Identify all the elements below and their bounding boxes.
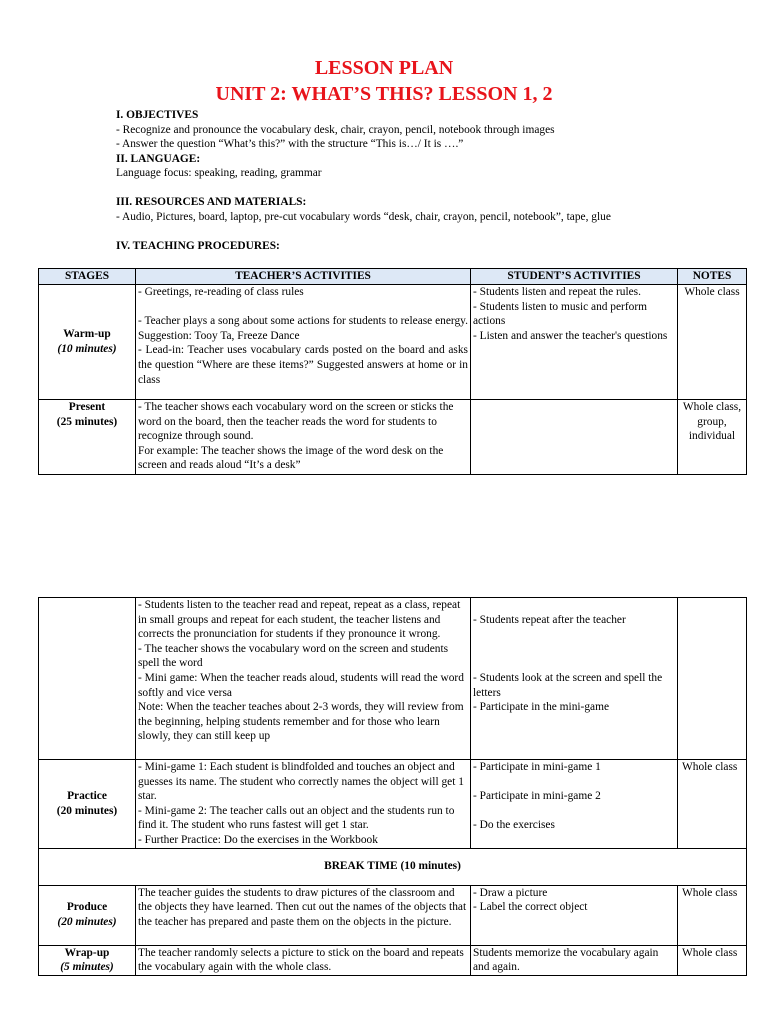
teacher-activity: For example: The teacher shows the image of the word desk on the screen and reads aloud “It’s a desk” <box>138 444 444 472</box>
notes-cell <box>678 598 747 760</box>
student-activity: - Listen and answer the teacher's questions <box>473 329 668 342</box>
teacher-cell <box>136 285 471 400</box>
stage-cell <box>39 945 136 975</box>
procedures-table-part1 <box>38 268 747 475</box>
table-row-present-continued <box>39 598 747 760</box>
stage-duration: (20 minutes) <box>57 916 117 929</box>
student-cell <box>471 598 678 760</box>
student-cell <box>471 760 678 849</box>
teacher-cell <box>136 598 471 760</box>
teacher-activity: - Greetings, re-reading of class rules <box>138 286 304 298</box>
student-activity: - Students look at the screen and spell the letters <box>473 671 663 699</box>
procedures-heading: IV. TEACHING PROCEDURES: <box>116 240 280 252</box>
unit-title: UNIT 2: WHAT’S THIS? LESSON 1, 2 <box>215 83 553 105</box>
student-activity: - Students listen to music and perform actions <box>473 300 647 328</box>
stage-cell <box>39 598 136 760</box>
teacher-activity: - Lead-in: Teacher uses vocabulary cards posted on the board and asks the question “Where are these items?” Suggested answers at home or in class <box>138 344 468 386</box>
teacher-cell <box>136 885 471 945</box>
objective-item: - Answer the question “What’s this?” with the structure “This is…/ It is ….” <box>116 138 464 150</box>
notes-cell: Whole class <box>678 760 747 849</box>
student-activity: - Participate in the mini-game <box>473 701 610 714</box>
student-activity: - Do the exercises <box>473 819 555 832</box>
student-cell <box>471 885 678 945</box>
teacher-activity: - The teacher shows each vocabulary word on the screen or sticks the word on the board, then the teacher reads the word for students to recognize through sound. <box>138 401 454 443</box>
student-activity: - Draw a picture <box>473 886 548 899</box>
objectives-heading: I. OBJECTIVES <box>116 109 199 121</box>
stage-duration: (20 minutes) <box>56 804 118 817</box>
notes-cell: Whole class <box>678 285 747 400</box>
student-cell <box>471 400 678 475</box>
header-stages: STAGES <box>39 269 136 285</box>
stage-cell <box>39 400 136 475</box>
language-heading: II. LANGUAGE: <box>116 153 201 165</box>
table-row-break <box>39 848 747 885</box>
teacher-cell <box>136 945 471 975</box>
stage-name: Present <box>68 401 106 413</box>
student-cell <box>471 945 678 975</box>
table-row-warmup <box>39 285 747 400</box>
break-time-cell: BREAK TIME (10 minutes) <box>39 848 747 885</box>
header-notes: NOTES <box>678 269 747 285</box>
stage-cell <box>39 885 136 945</box>
student-activity: - Participate in mini-game 2 <box>473 790 601 803</box>
lesson-plan-title: LESSON PLAN <box>314 57 454 79</box>
student-activity: Students memorize the vocabulary again and again. <box>473 946 659 974</box>
teacher-activity: Note: When the teacher teaches about 2-3 words, they will review from the beginning, helping students remember and for those who learn slowly, they can still keep up <box>138 701 464 743</box>
teacher-activity: - Mini-game 1: Each student is blindfolded and touches an object and guesses its name. The student who correctly names the object will get 1 star. <box>138 761 464 803</box>
stage-cell <box>39 285 136 400</box>
table-header-row <box>39 269 747 285</box>
resources-heading: III. RESOURCES AND MATERIALS: <box>116 196 307 208</box>
stage-name: Wrap-up <box>64 946 110 959</box>
teacher-activity: The teacher randomly selects a picture to stick on the board and repeats the vocabulary again with the whole class. <box>138 946 464 974</box>
language-text: Language focus: speaking, reading, grammar <box>116 167 322 179</box>
resources-text: - Audio, Pictures, board, laptop, pre-cut vocabulary words “desk, chair, crayon, pencil, notebook”, tape, glue <box>116 211 611 223</box>
header-teacher: TEACHER’S ACTIVITIES <box>136 269 471 285</box>
student-cell <box>471 285 678 400</box>
notes-cell: Whole class <box>678 885 747 945</box>
teacher-activity: - Teacher plays a song about some actions for students to release energy. Suggestion: Tooy Ta, Freeze Dance <box>138 315 468 342</box>
stage-duration: (25 minutes) <box>56 415 118 428</box>
stage-name: Practice <box>67 790 107 803</box>
table-row-present <box>39 400 747 475</box>
table-row-produce <box>39 885 747 945</box>
student-activity: - Students listen and repeat the rules. <box>473 286 641 298</box>
notes-cell: Whole class <box>678 945 747 975</box>
stage-name: Produce <box>66 901 108 914</box>
teacher-activity: - Further Practice: Do the exercises in the Workbook <box>138 833 378 846</box>
procedures-table-part2 <box>38 597 747 976</box>
stage-duration: (5 minutes) <box>60 961 114 974</box>
table-row-wrapup <box>39 945 747 975</box>
stage-cell <box>39 760 136 849</box>
stage-name: Warm-up <box>63 328 111 341</box>
student-activity: - Label the correct object <box>473 901 588 914</box>
stage-duration: (10 minutes) <box>57 343 117 355</box>
objective-item: - Recognize and pronounce the vocabulary desk, chair, crayon, pencil, notebook through images <box>116 124 555 136</box>
student-activity: - Participate in mini-game 1 <box>473 761 601 773</box>
teacher-cell <box>136 400 471 475</box>
teacher-activity: The teacher guides the students to draw pictures of the classroom and the objects they have learned. Then cut out the names of the objects that the teacher has prepared and paste them on the objects in the picture. <box>138 886 467 928</box>
header-student: STUDENT’S ACTIVITIES <box>471 269 678 285</box>
teacher-activity: - Mini-game 2: The teacher calls out an object and the students run to find it. The student who runs fastest will get 1 star. <box>138 804 455 832</box>
notes-cell: Whole class, group, individual <box>678 400 747 475</box>
teacher-cell <box>136 760 471 849</box>
teacher-activity: - Mini game: When the teacher reads aloud, students will read the word softly and vice versa <box>138 671 464 699</box>
teacher-activity: - The teacher shows the vocabulary word on the screen and students spell the word <box>138 642 449 670</box>
table-row-practice <box>39 760 747 849</box>
teacher-activity: - Students listen to the teacher read and repeat, repeat as a class, repeat in small groups and repeat for each student, the teacher listens and corrects the pronunciation for students if they pronounce it wrong. <box>138 599 461 641</box>
student-activity: - Students repeat after the teacher <box>473 613 626 626</box>
